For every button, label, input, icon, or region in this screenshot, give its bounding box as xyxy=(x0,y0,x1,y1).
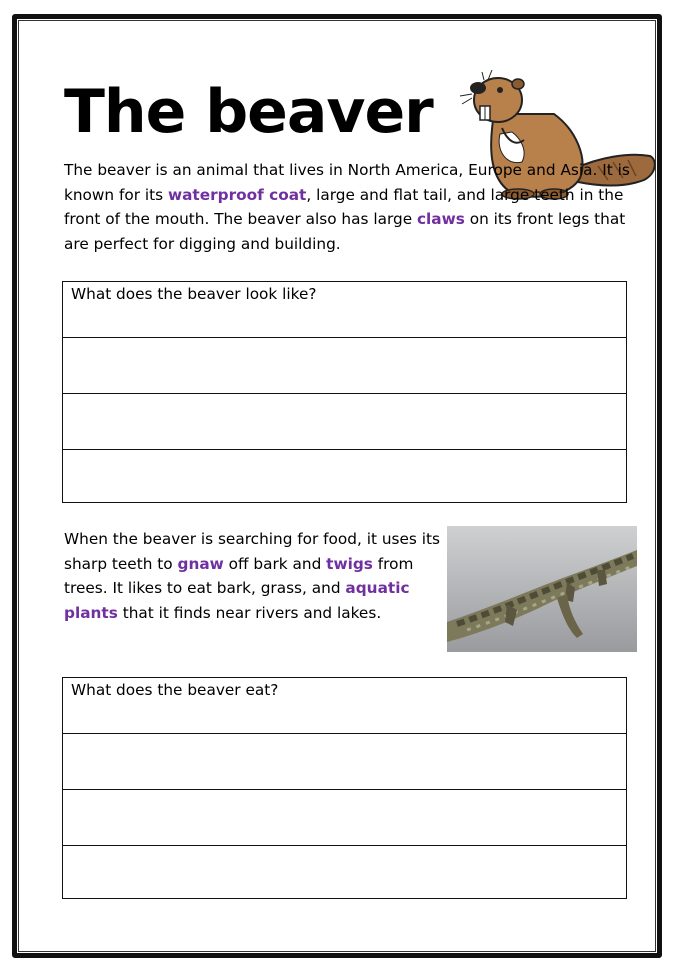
keyword-aquatic-plants: aquatic plants xyxy=(64,579,410,622)
answer-line[interactable] xyxy=(63,394,626,450)
answer-box-food xyxy=(62,677,627,899)
food-paragraph: When the beaver is searching for food, it uses its sharp teeth to gnaw off bark and twigs from trees. It likes to eat bark, grass, and aquatic plants that it finds near rivers and lakes. xyxy=(64,530,440,622)
question-food: What does the beaver eat? xyxy=(71,681,279,699)
answer-line[interactable] xyxy=(63,338,626,394)
answer-line[interactable] xyxy=(63,846,626,898)
answer-box-appearance xyxy=(62,281,627,503)
question-row xyxy=(63,282,626,338)
keyword-claws: claws xyxy=(416,210,465,228)
keyword-gnaw: gnaw xyxy=(177,554,224,573)
answer-line[interactable] xyxy=(63,450,626,502)
page-title: The beaver xyxy=(64,77,433,147)
intro-paragraph: The beaver is an animal that lives in North America, Europe and Asia. It is known for its waterproof coat, large and flat tail, and large teeth in the front of the mouth. The beaver also has large claws on its front legs that are perfect for digging and building. xyxy=(64,161,630,253)
keyword-waterproof-coat: waterproof coat xyxy=(167,185,307,204)
question-row xyxy=(63,678,626,734)
keyword-twigs: twigs xyxy=(326,554,373,573)
question-appearance: What does the beaver look like? xyxy=(71,285,317,303)
branch-photo xyxy=(447,526,637,652)
answer-line[interactable] xyxy=(63,790,626,846)
answer-line[interactable] xyxy=(63,734,626,790)
